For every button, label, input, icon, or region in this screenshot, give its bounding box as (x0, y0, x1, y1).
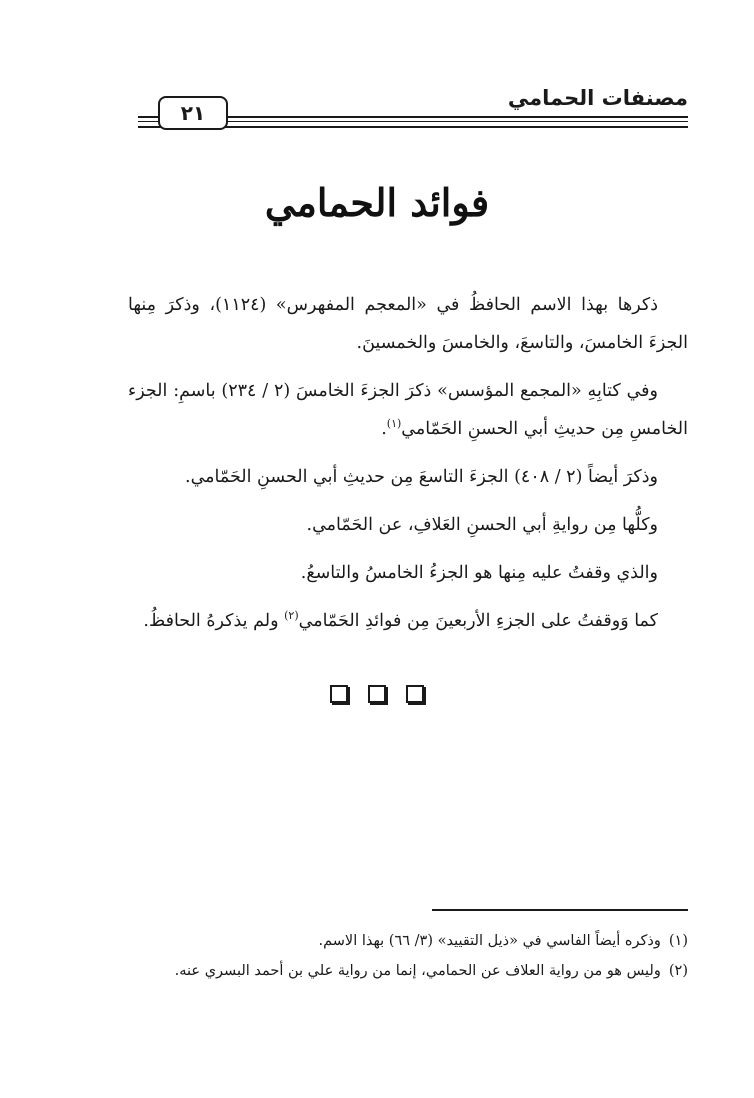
square-ornament-icon (330, 685, 348, 703)
footnote-number: (٢) (668, 963, 688, 979)
paragraph-2: وفي كتابِهِ «المجمع المؤسس» ذكرَ الجزءَ الخامسَ (٢ / ٢٣٤) باسمِ: الجزء الخامسِ مِن حديثِ أبي الحسنِ الحَمّامي$^{(١)}$. (128, 381, 688, 439)
footnote-ref-1: (١) (386, 417, 402, 431)
footnotes (120, 926, 688, 986)
paragraph-4: وكلُّها مِن روايةِ أبي الحسنِ العَلافِ، عن الحَمّامي. (306, 515, 658, 535)
section-separator (0, 685, 754, 707)
paragraph-1: ذكرها بهذا الاسم الحافظُ في «المعجم المفهرس» (١١٢٤)، وذكرَ مِنها الجزءَ الخامسَ، والتاسعَ، والخامسَ والخمسينَ. (128, 295, 688, 353)
running-header-title: مصنفات الحمامي (507, 86, 688, 110)
footnote-rule (432, 909, 688, 911)
paragraph-3: وذكرَ أيضاً (٢ / ٤٠٨) الجزءَ التاسعَ مِن حديثِ أبي الحسنِ الحَمّامي. (185, 467, 658, 487)
paragraph-6: كما وَوقفتُ على الجزءِ الأربعينَ مِن فوائدِ الحَمّامي$^{(٢)}$ ولم يذكرهُ الحافظُ. (143, 609, 658, 631)
page-number: ٢١ (180, 101, 206, 125)
body-text (128, 286, 688, 640)
footnote-number: (١) (668, 933, 688, 949)
footnote-1 (120, 926, 688, 956)
footnote-ref-2: (٢) (284, 609, 299, 623)
page-number-box (158, 96, 228, 130)
paragraph-5: والذي وقفتُ عليه مِنها هو الجزءُ الخامسُ والتاسعُ. (300, 563, 658, 583)
footnote-text: وذكره أيضاً الفاسي في «ذيل التقييد» (٣/ ٦٦) بهذا الاسم. (318, 933, 661, 949)
footnote-text: وليس هو من رواية العلاف عن الحمامي، إنما من رواية علي بن أحمد البسري عنه. (174, 963, 661, 979)
chapter-heading: فوائد الحمامي (264, 180, 490, 225)
square-ornament-icon (406, 685, 424, 703)
square-ornament-icon (368, 685, 386, 703)
footnote-2 (120, 956, 688, 986)
